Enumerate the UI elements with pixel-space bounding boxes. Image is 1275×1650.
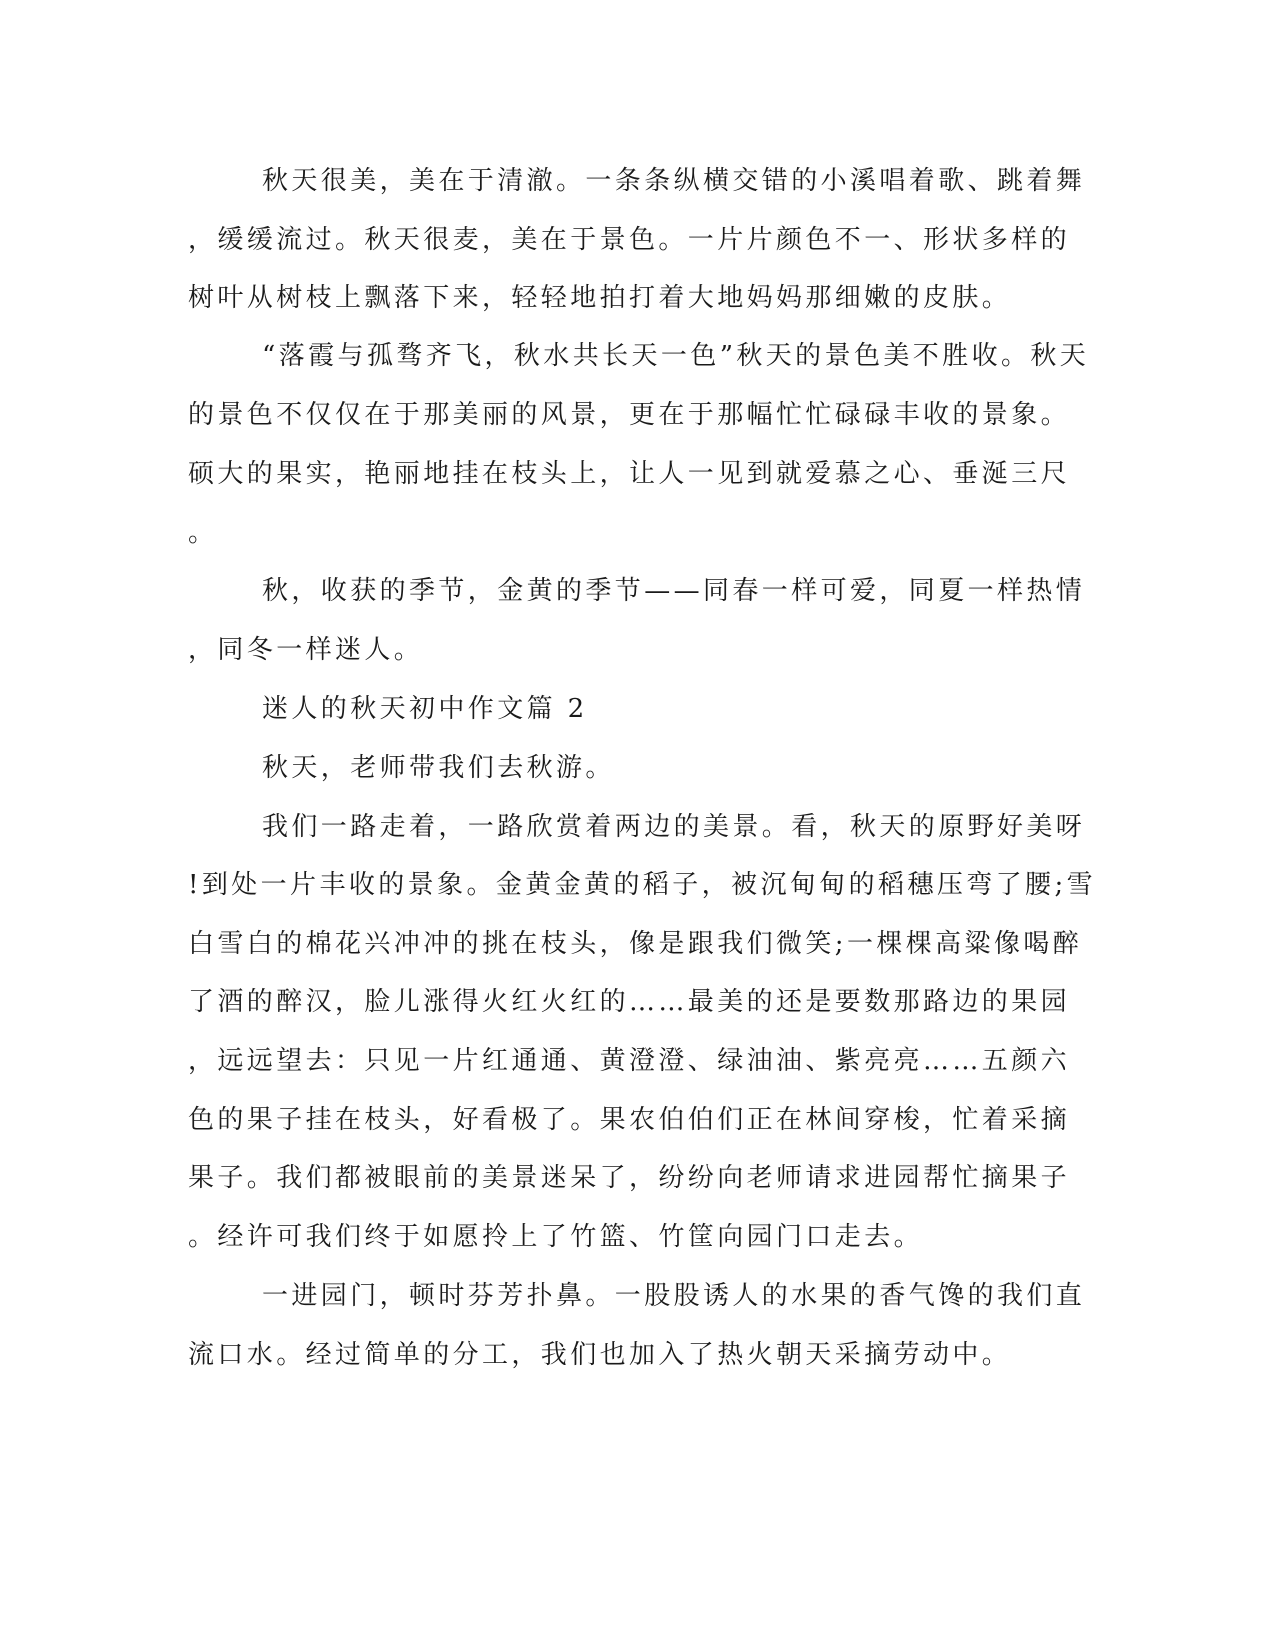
text-line: 一进园门，顿时芬芳扑鼻。一股股诱人的水果的香气馋的我们直 (262, 1281, 1086, 1311)
text-line: 色的果子挂在枝头，好看极了。果农伯伯们正在林间穿梭，忙着采摘 (188, 1105, 1071, 1135)
text-line: 硕大的果实，艳丽地挂在枝头上，让人一见到就爱慕之心、垂涎三尺 (188, 459, 1071, 489)
text-line: 果子。我们都被眼前的美景迷呆了，纷纷向老师请求进园帮忙摘果子 (188, 1163, 1071, 1193)
text-line: 了酒的醉汉，脸儿涨得火红火红的……最美的还是要数那路边的果园 (188, 987, 1071, 1017)
text-line: 的景色不仅仅在于那美丽的风景，更在于那幅忙忙碌碌丰收的景象。 (188, 400, 1071, 430)
text-line: 秋天，老师带我们去秋游。 (262, 753, 615, 783)
section-heading: 迷人的秋天初中作文篇 2 (262, 694, 588, 724)
text-line: 树叶从树枝上飘落下来，轻轻地拍打着大地妈妈那细嫩的皮肤。 (188, 283, 1012, 313)
text-line: 。 (188, 518, 218, 548)
text-line: 。经许可我们终于如愿拎上了竹篮、竹筐向园门口走去。 (188, 1222, 924, 1252)
text-line: “落霞与孤骛齐飞，秋水共长天一色”秋天的景色美不胜收。秋天 (262, 341, 1090, 371)
text-line: 我们一路走着，一路欣赏着两边的美景。看，秋天的原野好美呀 (262, 812, 1086, 842)
text-line: 流口水。经过简单的分工，我们也加入了热火朝天采摘劳动中。 (188, 1340, 1012, 1370)
text-line: 秋，收获的季节，金黄的季节——同春一样可爱，同夏一样热情 (262, 576, 1086, 606)
text-line: ，同冬一样迷人。 (188, 635, 424, 665)
text-line: 白雪白的棉花兴冲冲的挑在枝头，像是跟我们微笑;一棵棵高粱像喝醉 (188, 929, 1083, 959)
text-line: ，远远望去：只见一片红通通、黄澄澄、绿油油、紫亮亮……五颜六 (188, 1046, 1071, 1076)
text-line: ，缓缓流过。秋天很麦，美在于景色。一片片颜色不一、形状多样的 (188, 225, 1071, 255)
text-line: !到处一片丰收的景象。金黄金黄的稻子，被沉甸甸的稻穗压弯了腰;雪 (188, 870, 1097, 900)
text-line: 秋天很美，美在于清澈。一条条纵横交错的小溪唱着歌、跳着舞 (262, 166, 1086, 196)
